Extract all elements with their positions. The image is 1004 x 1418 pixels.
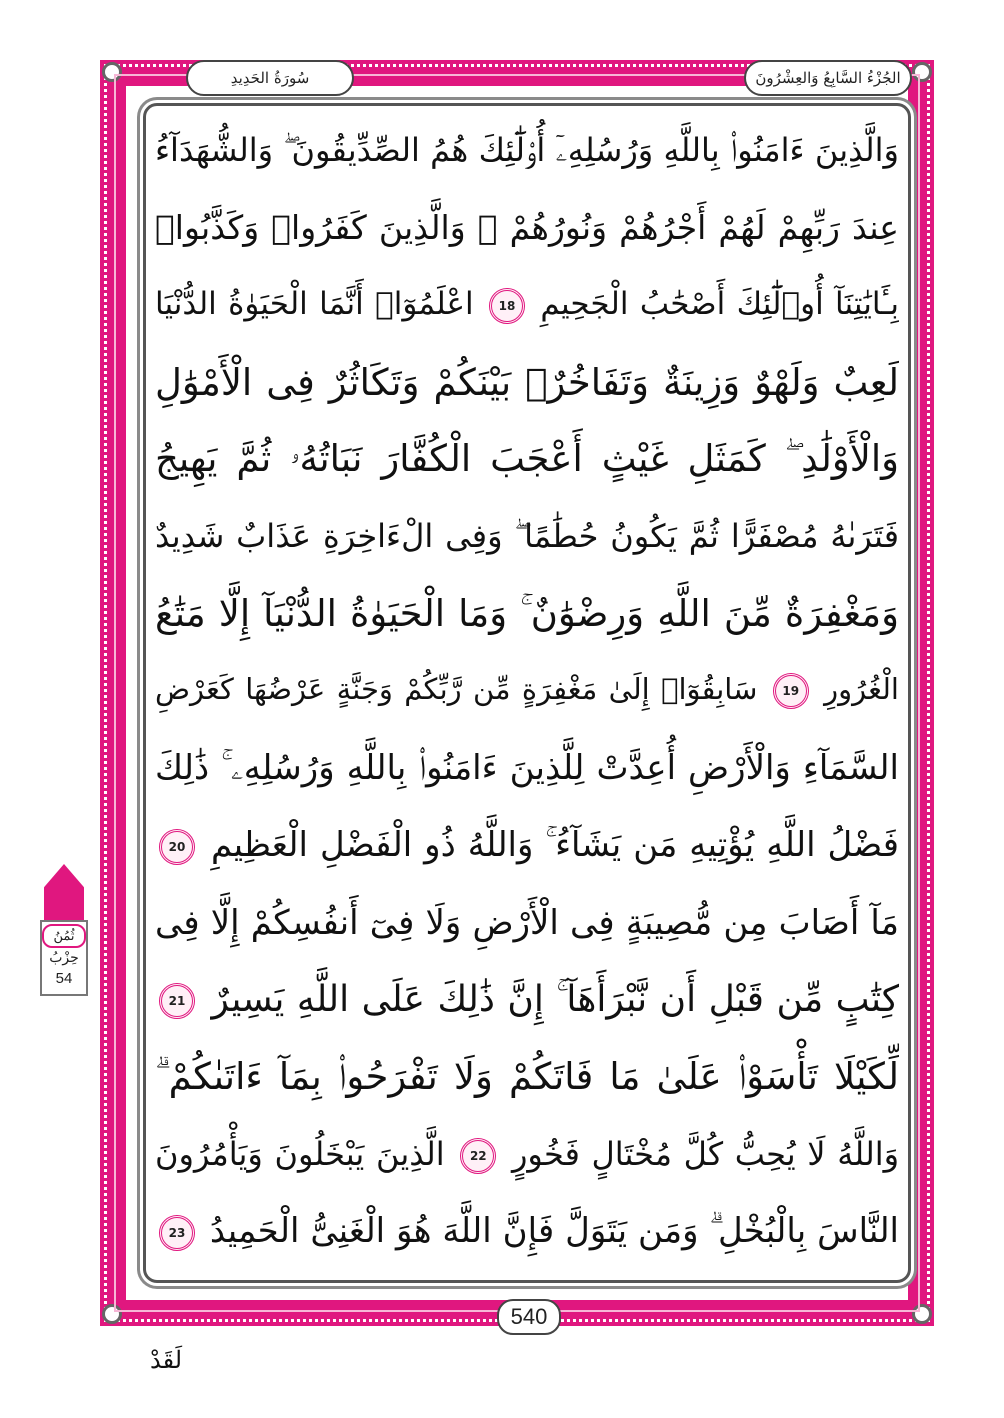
border-corner-bottom-right — [912, 1304, 932, 1324]
verse-text: وَمَغْفِرَةٌ مِّنَ اللَّهِ وَرِضْوَٰنٌ ۚ وَمَا الْحَيَوٰةُ الدُّنْيَآ إِلَّا مَتَٰعُ — [155, 591, 899, 635]
verse-text: فَضْلُ اللَّهِ يُؤْتِيهِ مَن يَشَآءُ ۚ وَاللَّهُ ذُو الْفَضْلِ الْعَظِيمِ — [210, 825, 899, 866]
verse-line-text — [155, 903, 899, 943]
verse-text: عِندَ رَبِّهِمْ لَهُمْ أَجْرُهُمْ وَنُورُهُمْ ۖ وَالَّذِينَ كَفَرُوا۟ وَكَذَّبُوا۟ — [155, 208, 899, 248]
verse-line — [155, 807, 899, 884]
verse-line — [155, 652, 899, 729]
surah-label: سُورَةُ الحَدِيدِ — [186, 60, 354, 96]
verse-line-text — [155, 286, 899, 324]
verse-line-text — [155, 208, 899, 247]
verse-text: لِّكَيْلَا تَأْسَوْا۟ عَلَىٰ مَا فَاتَكُمْ وَلَا تَفْرَحُوا۟ بِمَآ ءَاتَىٰكُمْ ۗ — [155, 1054, 899, 1098]
verse-line-text — [155, 592, 899, 636]
verse-text: الَّذِينَ يَبْخَلُونَ وَيَأْمُرُونَ — [155, 1134, 445, 1173]
verse-text: وَالَّذِينَ ءَامَنُوا۟ بِاللَّهِ وَرُسُلِهِۦٓ أُو۟لَٰٓئِكَ هُمُ الصِّدِّيقُونَ ۖ وَالشُّهَدَآءُ — [155, 131, 899, 170]
ayah-number-marker: 23 — [159, 1215, 195, 1251]
verse-line-text — [155, 517, 899, 556]
verse-line — [155, 575, 899, 652]
ayah-number-marker: 21 — [159, 983, 195, 1019]
verse-line — [155, 112, 899, 189]
hizb-ornament-icon — [44, 864, 84, 922]
verse-line-text — [155, 131, 899, 170]
border-corner-bottom-left — [102, 1304, 122, 1324]
verse-text: وَاللَّهُ لَا يُحِبُّ كُلَّ مُخْتَالٍ فَخُورٍ — [511, 1134, 899, 1173]
verse-text: سَابِقُوٓا۟ إِلَىٰ مَغْفِرَةٍ مِّن رَّبِّكُمْ وَجَنَّةٍ عَرْضُهَا كَعَرْضِ — [155, 672, 758, 707]
verse-line-text — [155, 1211, 899, 1251]
juz-label: الجُزْءُ السَّابِعُ وَالعِشْرُونَ — [744, 60, 912, 96]
verse-text: مَآ أَصَابَ مِن مُّصِيبَةٍ فِى الْأَرْضِ وَلَا فِىٓ أَنفُسِكُمْ إِلَّا فِى — [155, 902, 899, 943]
verse-text: بِـَٔايَٰتِنَآ أُو۟لَٰٓئِكَ أَصْحَٰبُ الْجَحِيمِ — [540, 286, 899, 323]
verse-line-text — [155, 361, 899, 404]
verse-line — [155, 884, 899, 961]
verse-text: فَتَرَىٰهُ مُصْفَرًّا ثُمَّ يَكُونُ حُطَٰمًا ۖ وَفِى الْءَاخِرَةِ عَذَابٌ شَدِيدٌ — [155, 517, 899, 556]
verse-line-text — [155, 748, 899, 788]
verse-line-text — [155, 672, 899, 709]
verse-line-text — [155, 437, 899, 481]
verse-line — [155, 1038, 899, 1115]
verse-line — [155, 498, 899, 575]
hizb-word: حِزْبُ — [49, 950, 79, 966]
verse-text: الْغُرُورِ — [824, 672, 899, 707]
verse-text: وَالْأَوْلَٰدِ ۖ كَمَثَلِ غَيْثٍ أَعْجَبَ الْكُفَّارَ نَبَاتُهُۥ ثُمَّ يَهِيجُ — [155, 437, 899, 481]
verse-line — [155, 1116, 899, 1193]
page-number: 540 — [497, 1299, 561, 1335]
verse-line — [155, 266, 899, 343]
verse-text: لَعِبٌ وَلَهْوٌ وَزِينَةٌ وَتَفَاخُرٌۢ بَيْنَكُمْ وَتَكَاثُرٌ فِى الْأَمْوَٰلِ — [155, 360, 899, 404]
ayah-number-marker: 18 — [489, 288, 525, 324]
verses-block — [155, 112, 899, 1270]
verse-text: النَّاسَ بِالْبُخْلِ ۗ وَمَن يَتَوَلَّ فَإِنَّ اللَّهَ هُوَ الْغَنِىُّ الْحَمِيدُ — [209, 1211, 899, 1252]
border-corner-top-right — [912, 62, 932, 82]
verse-text: اعْلَمُوٓا۟ أَنَّمَا الْحَيَوٰةُ الدُّنْيَا — [155, 286, 474, 323]
verse-line — [155, 961, 899, 1038]
ayah-number-marker: 22 — [460, 1138, 496, 1174]
verse-line — [155, 1193, 899, 1270]
verse-text: السَّمَآءِ وَالْأَرْضِ أُعِدَّتْ لِلَّذِينَ ءَامَنُوا۟ بِاللَّهِ وَرُسُلِهِۦ ۚ ذَٰلِكَ — [155, 748, 899, 789]
ayah-number-marker: 20 — [159, 829, 195, 865]
verse-line-text — [155, 825, 899, 865]
verse-line-text — [155, 1135, 899, 1174]
verse-line — [155, 421, 899, 498]
verse-line — [155, 344, 899, 421]
hizb-number: 54 — [55, 970, 73, 987]
hizb-marker — [36, 864, 92, 1000]
verse-line — [155, 189, 899, 266]
verse-line-text — [155, 979, 899, 1021]
catchword: لَقَدْ — [150, 1346, 183, 1374]
verse-line-text — [155, 1055, 899, 1099]
verse-text: كِتَٰبٍ مِّن قَبْلِ أَن نَّبْرَأَهَآ ۚ إِنَّ ذَٰلِكَ عَلَى اللَّهِ يَسِيرٌ — [211, 978, 899, 1020]
border-corner-top-left — [102, 62, 122, 82]
ayah-number-marker: 19 — [773, 673, 809, 709]
thumn-label: ثُمُنُ — [42, 924, 86, 948]
verse-line — [155, 730, 899, 807]
